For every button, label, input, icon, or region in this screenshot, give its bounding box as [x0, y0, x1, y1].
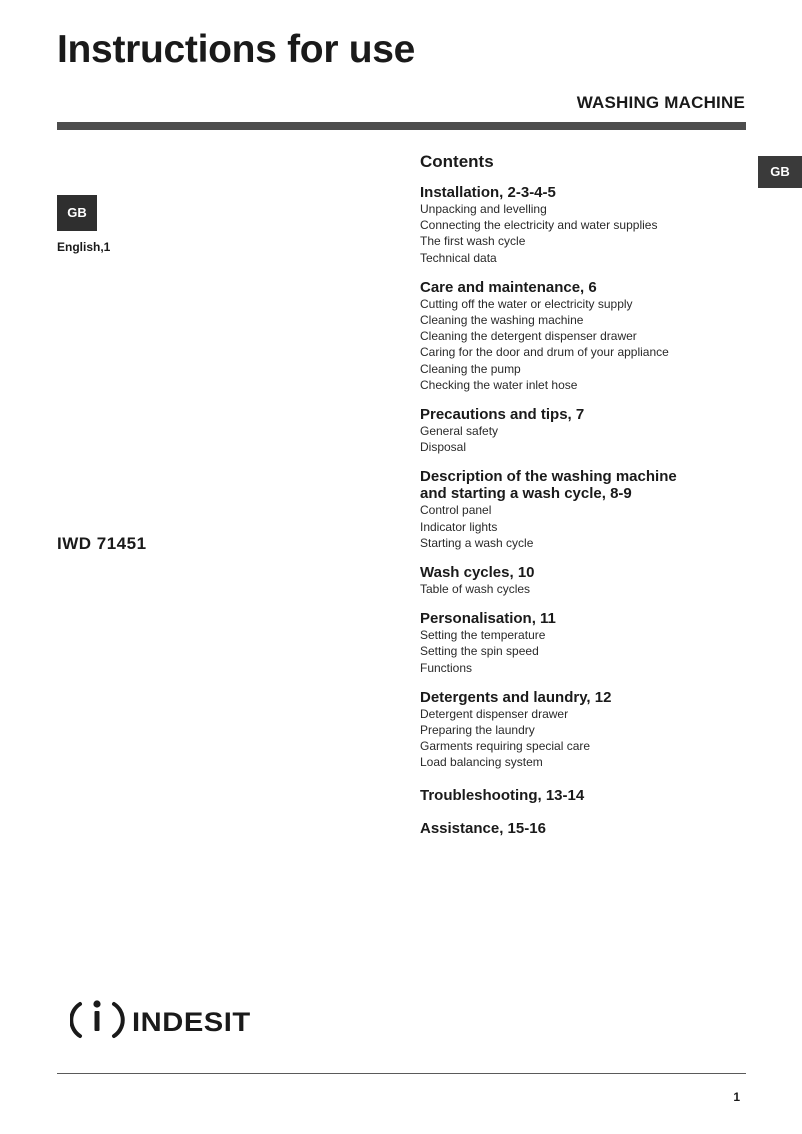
toc-item: Starting a wash cycle	[420, 535, 534, 550]
footer-divider	[57, 1073, 746, 1074]
toc-section-description	[420, 468, 750, 551]
header-divider	[57, 122, 746, 130]
document-title: Instructions for use	[57, 28, 416, 71]
brand-wordmark: INDESIT	[132, 1006, 251, 1037]
toc-item: Cleaning the detergent dispenser drawer	[420, 329, 637, 344]
toc-heading[interactable]: Wash cycles, 10	[420, 564, 535, 582]
toc-heading[interactable]: Precautions and tips, 7	[420, 406, 585, 424]
toc-section-personalisation	[420, 610, 750, 676]
toc-section-installation	[420, 184, 750, 266]
toc-heading[interactable]: Installation, 2-3-4-5	[420, 184, 556, 201]
page-number: 1	[733, 1090, 740, 1104]
toc-item: Checking the water inlet hose	[420, 377, 578, 392]
toc-heading[interactable]: Assistance, 15-16	[420, 819, 546, 837]
toc-item: The first wash cycle	[420, 234, 526, 249]
toc-heading[interactable]	[420, 468, 750, 502]
toc-item: Detergent dispenser drawer	[420, 706, 569, 721]
toc-item: Cleaning the washing machine	[420, 313, 584, 328]
toc-item: Caring for the door and drum of your appliance	[420, 345, 669, 360]
toc-heading-line: Description of the washing machine	[420, 468, 677, 486]
toc-heading[interactable]: Personalisation, 11	[420, 610, 556, 628]
toc-section-troubleshooting	[420, 787, 750, 804]
toc-item: Connecting the electricity and water supplies	[420, 218, 658, 233]
product-type: WASHING MACHINE	[576, 93, 745, 112]
indesit-logo	[70, 990, 270, 1046]
toc-item: Cutting off the water or electricity supply	[420, 296, 633, 311]
table-of-contents	[420, 150, 750, 850]
toc-heading[interactable]: Detergents and laundry, 12	[420, 688, 612, 706]
language-badge-gb[interactable]: GB	[57, 195, 97, 231]
toc-item: General safety	[420, 424, 499, 439]
toc-item: Disposal	[420, 440, 467, 455]
language-tab-gb[interactable]: GB	[758, 156, 802, 188]
toc-section-care	[420, 279, 750, 393]
toc-item: Cleaning the pump	[420, 361, 521, 376]
toc-item: Indicator lights	[420, 519, 498, 534]
toc-section-detergents	[420, 689, 750, 771]
toc-heading-line: and starting a wash cycle, 8-9	[420, 485, 632, 503]
toc-section-wash-cycles	[420, 564, 750, 597]
toc-item: Load balancing system	[420, 755, 543, 770]
toc-item: Technical data	[420, 250, 497, 265]
toc-heading[interactable]: Care and maintenance, 6	[420, 278, 597, 296]
toc-section-assistance	[420, 820, 750, 837]
model-number: IWD 71451	[57, 534, 147, 553]
toc-item: Garments requiring special care	[420, 739, 591, 754]
toc-item: Table of wash cycles	[420, 582, 531, 597]
toc-item: Control panel	[420, 503, 492, 518]
toc-heading[interactable]: Troubleshooting, 13-14	[420, 786, 585, 804]
toc-item: Setting the spin speed	[420, 644, 539, 659]
toc-item: Setting the temperature	[420, 628, 546, 643]
contents-title: Contents	[420, 152, 494, 171]
toc-item: Preparing the laundry	[420, 723, 535, 738]
toc-section-precautions	[420, 406, 750, 455]
toc-item: Unpacking and levelling	[420, 202, 547, 216]
language-label: English,1	[57, 240, 111, 254]
toc-item: Functions	[420, 660, 473, 675]
